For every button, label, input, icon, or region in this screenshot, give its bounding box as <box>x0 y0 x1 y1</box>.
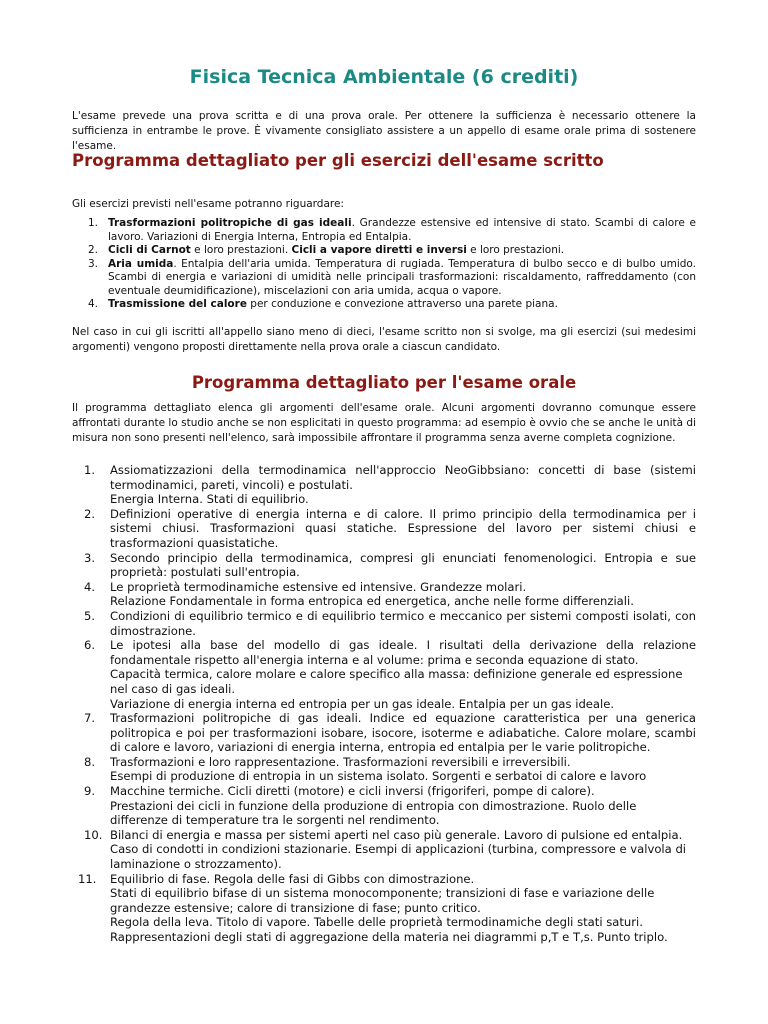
item-line: Esempi di produzione di entropia in un sistema isolato. Sorgenti e serbatoi di calore e lavoro <box>110 769 647 784</box>
item-line: Regola della leva. Titolo di vapore. Tabelle delle proprietà termodinamiche degli stati saturi. <box>110 915 643 930</box>
written-exam-note: Nel caso in cui gli iscritti all'appello siano meno di dieci, l'esame scritto non si svolge, ma gli esercizi (sui medesimi argomenti) vengono proposti direttamente nella prova orale a ciascun candidato. <box>72 326 696 353</box>
item-line: Relazione Fondamentale in forma entropica ed energetica, anche nelle forme differenziali. <box>110 594 634 609</box>
item-line: Le proprietà termodinamiche estensive ed intensive. Grandezze molari. <box>110 579 527 594</box>
item-line: Secondo principio della termodinamica, compresi gli enunciati fenomenologici. Entropia e sue proprietà: postulati sull'entropia. <box>110 550 696 580</box>
item-number: 4. <box>84 579 96 594</box>
item-line: Rappresentazioni degli stati di aggregazione della materia nei diagrammi p,T e T,s. Punto triplo. <box>110 930 668 944</box>
item-number: 3. <box>84 550 96 565</box>
item-text: . Entalpia dell'aria umida. Temperatura di rugiada. Temperatura di bulbo secco e di bulbo umido. Scambi di energia e variazioni di umidità nelle principali trasformazioni: riscaldamento, raffreddamento (con eventuale deumidificazione), miscelazioni con aria umida, acqua o vapore. <box>108 257 697 297</box>
list-item <box>72 872 696 945</box>
item-number: 5. <box>84 608 96 623</box>
item-number: 1. <box>84 463 96 477</box>
oral-exam-list <box>72 463 696 945</box>
oral-exam-heading: Programma dettagliato per l'esame orale <box>191 373 577 392</box>
item-line: Condizioni di equilibrio termico e di equilibrio termico e meccanico per sistemi composti isolati, con dimostrazione. <box>110 608 696 638</box>
item-title: Aria umida <box>108 257 174 270</box>
list-item <box>72 711 696 755</box>
list-item <box>72 244 696 258</box>
list-item <box>72 507 696 551</box>
item-line: Trasformazioni e loro rappresentazione. Trasformazioni reversibili e irreversibili. <box>110 754 571 769</box>
item-number: 3. <box>88 257 99 270</box>
written-exam-lead: Gli esercizi previsti nell'esame potranno riguardare: <box>72 198 344 210</box>
item-line: Trasformazioni politropiche di gas ideali. Indice ed equazione caratteristica per una generica politropica e poi per trasformazioni isobare, isocore, isoterme e adiabatiche. Calore molare, scambi di calore e lavoro, variazioni di energia interna, entropia ed entalpia per le varie politropiche. <box>110 711 696 755</box>
item-number: 8. <box>84 754 96 769</box>
item-text-2: e loro prestazioni. <box>466 244 565 256</box>
list-item <box>72 258 696 299</box>
item-number: 6. <box>84 638 96 653</box>
item-line: Caso di condotti in condizioni stazionarie. Esempi di applicazioni (turbina, compressore e valvola di laminazione o strozzamento). <box>110 842 687 872</box>
item-line: Definizioni operative di energia interna e di calore. Il primo principio della termodinamica per i sistemi chiusi. Trasformazioni quasi statiche. Espressione del lavoro per sistemi chiusi e trasformazioni quasistatiche. <box>110 506 696 550</box>
item-text: e loro prestazioni. <box>190 244 292 256</box>
item-number: 2. <box>84 506 96 521</box>
list-item <box>72 217 696 244</box>
item-number: 4. <box>88 298 99 310</box>
list-item <box>72 551 696 580</box>
item-number: 7. <box>84 711 96 726</box>
item-title-2: Cicli a vapore diretti e inversi <box>291 244 467 256</box>
intro-paragraph: L'esame prevede una prova scritta e di una prova orale. Per ottenere la sufficienza è necessario ottenere la sufficienza in entrambe le prove. È vivamente consigliato assistere a un appello di esame orale prima di sostenere l'esame. <box>72 110 696 152</box>
item-title: Trasformazioni politropiche di gas ideali <box>108 217 352 229</box>
list-item <box>72 784 696 828</box>
list-item <box>72 638 696 711</box>
item-number: 11. <box>78 871 97 886</box>
item-line: Stati di equilibrio bifase di un sistema monocomponente; transizioni di fase e variazione delle grandezze estensive; calore di transizione di fase; punto critico. <box>110 886 655 915</box>
list-item <box>72 580 696 609</box>
page-title: Fisica Tecnica Ambientale (6 crediti) <box>189 66 579 88</box>
oral-exam-lead: Il programma dettagliato elenca gli argomenti dell'esame orale. Alcuni argomenti dovranno comunque essere affrontati durante lo studio anche se non esplicitati in questo programma: ad esempio è ovvio che se anche le unità di misura non sono presenti nell'elenco, sarà impossibile affrontare il programma senza averne completa cognizione. <box>72 402 696 444</box>
item-line: Le ipotesi alla base del modello di gas ideale. I risultati della derivazione della relazione fondamentale rispetto all'energia interna e al volume: prima e seconda equazione di stato. <box>110 638 696 667</box>
written-exam-list <box>72 217 696 312</box>
list-item <box>72 755 696 784</box>
item-number: 10. <box>84 827 103 842</box>
item-line: Assiomatizzazioni della termodinamica nell'approccio NeoGibbsiano: concetti di base (sistemi termodinamici, pareti, vincoli) e postulati. <box>110 463 696 492</box>
list-item <box>72 609 696 638</box>
item-text: per conduzione e convezione attraverso una parete piana. <box>246 298 558 310</box>
item-line: Energia Interna. Stati di equilibrio. <box>110 492 309 507</box>
item-line: Equilibrio di fase. Regola delle fasi di Gibbs con dimostrazione. <box>110 871 475 886</box>
item-text: . Grandezze estensive ed intensive di stato. Scambi di calore e lavoro. Variazioni di Energia Interna, Entropia ed Entalpia. <box>108 217 696 243</box>
item-number: 1. <box>88 217 99 229</box>
item-line: Variazione di energia interna ed entropia per un gas ideale. Entalpia per un gas ideale. <box>110 696 615 711</box>
item-line: Capacità termica, calore molare e calore specifico alla massa: definizione generale ed espressione nel caso di gas ideali. <box>110 667 683 696</box>
item-line: Prestazioni dei cicli in funzione della produzione di entropia con dimostrazione. Ruolo delle differenze di temperature tra le sorgenti nel rendimento. <box>110 798 637 828</box>
item-number: 2. <box>88 244 99 256</box>
item-line: Macchine termiche. Cicli diretti (motore) e cicli inversi (frigoriferi, pompe di calore). <box>110 784 595 799</box>
written-exam-heading: Programma dettagliato per gli esercizi dell'esame scritto <box>72 151 604 170</box>
item-title: Trasmissione del calore <box>108 298 247 310</box>
list-item <box>72 463 696 507</box>
item-title: Cicli di Carnot <box>108 244 191 256</box>
item-number: 9. <box>84 784 96 799</box>
item-line: Bilanci di energia e massa per sistemi aperti nel caso più generale. Lavoro di pulsione ed entalpia. <box>110 827 683 842</box>
list-item <box>72 298 696 312</box>
list-item <box>72 828 696 872</box>
